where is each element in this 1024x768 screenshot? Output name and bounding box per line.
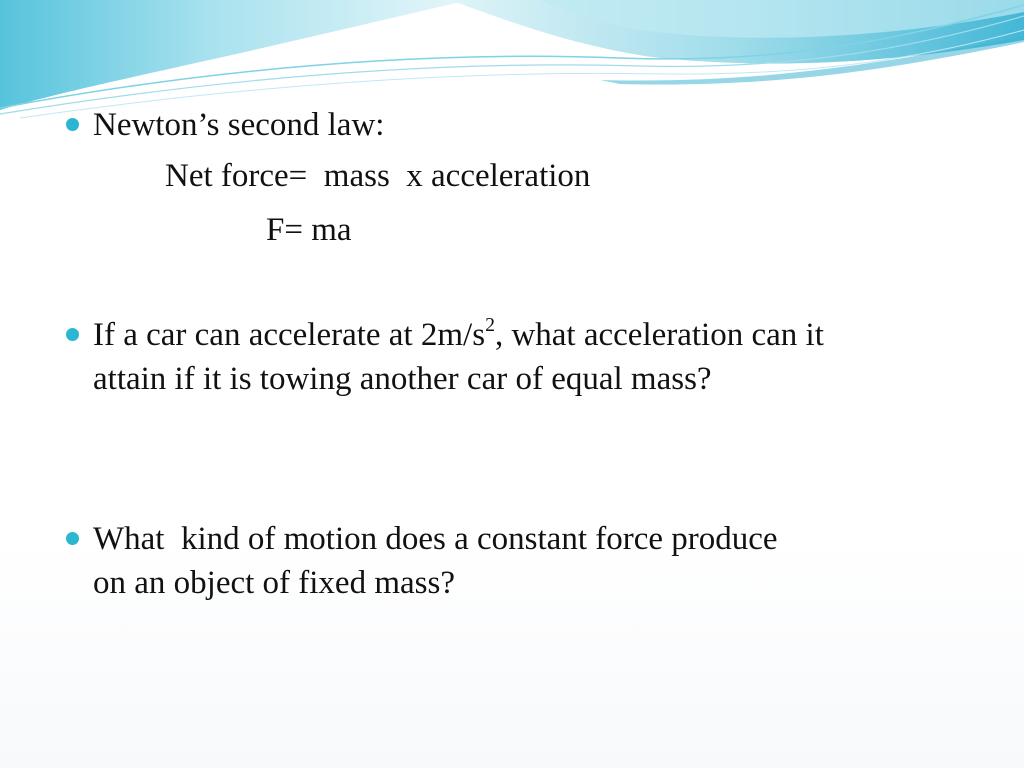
- bullet-icon: [66, 532, 79, 545]
- bullet-line: on an object of fixed mass?: [93, 565, 455, 601]
- bullet-line: If a car can accelerate at $2m/s^2$, what acceleration can it: [93, 314, 824, 353]
- bullet-line: What kind of motion does a constant force produce: [93, 521, 778, 557]
- equation-formula: F= ma: [266, 212, 352, 248]
- exponent: 2: [485, 314, 495, 337]
- bullet-icon: [66, 328, 79, 341]
- bullet-icon: [66, 118, 79, 131]
- bullet-line: attain if it is towing another car of equal mass?: [93, 361, 712, 397]
- bullet-line: Newton’s second law:: [93, 107, 385, 143]
- equation-words: Net force= mass x acceleration: [165, 158, 591, 194]
